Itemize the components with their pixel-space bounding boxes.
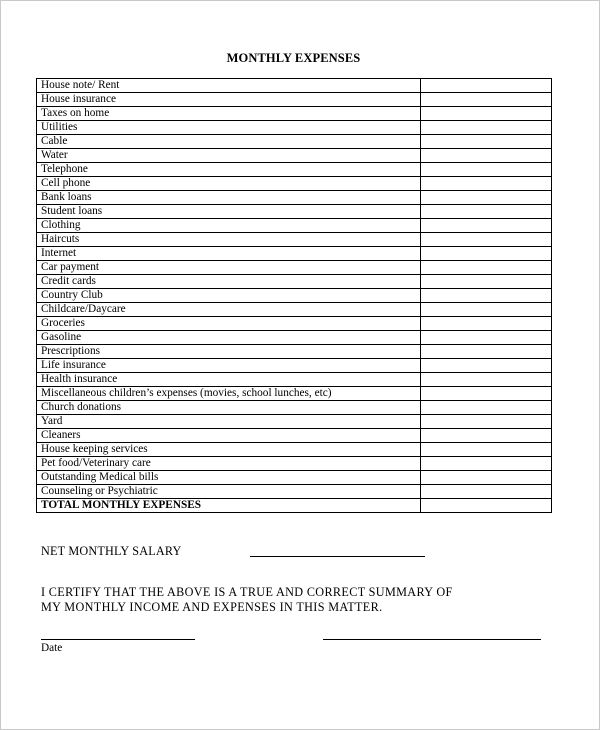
table-row: [37, 471, 552, 485]
total-row: [37, 499, 552, 513]
expense-amount-cell[interactable]: [421, 135, 552, 149]
expense-amount-cell[interactable]: [421, 373, 552, 387]
table-row: [37, 303, 552, 317]
expense-amount-cell[interactable]: [421, 289, 552, 303]
expense-amount-cell[interactable]: [421, 387, 552, 401]
certification-line-2: MY MONTHLY INCOME AND EXPENSES IN THIS MATTER.: [41, 600, 383, 614]
expense-label: Car payment: [37, 261, 421, 275]
expense-amount-cell[interactable]: [421, 261, 552, 275]
table-row: [37, 359, 552, 373]
table-row: [37, 317, 552, 331]
table-row: [37, 429, 552, 443]
total-label: TOTAL MONTHLY EXPENSES: [37, 499, 421, 513]
expense-amount-cell[interactable]: [421, 191, 552, 205]
total-amount-cell[interactable]: [421, 499, 552, 513]
net-salary-label: NET MONTHLY SALARY: [41, 544, 182, 558]
expense-amount-cell[interactable]: [421, 485, 552, 499]
expense-amount-cell[interactable]: [421, 275, 552, 289]
expense-amount-cell[interactable]: [421, 163, 552, 177]
expense-amount-cell[interactable]: [421, 443, 552, 457]
expense-amount-cell[interactable]: [421, 345, 552, 359]
expense-label: Yard: [37, 415, 421, 429]
expense-label: Telephone: [37, 163, 421, 177]
table-row: [37, 93, 552, 107]
expense-label: Credit cards: [37, 275, 421, 289]
expense-label: Church donations: [37, 401, 421, 415]
table-row: [37, 135, 552, 149]
expense-label: House insurance: [37, 93, 421, 107]
table-row: [37, 177, 552, 191]
table-row: [37, 485, 552, 499]
expense-amount-cell[interactable]: [421, 93, 552, 107]
table-row: [37, 331, 552, 345]
expenses-table: [36, 78, 552, 513]
expense-label: Cell phone: [37, 177, 421, 191]
expense-label: Internet: [37, 247, 421, 261]
table-row: [37, 457, 552, 471]
date-blank-line[interactable]: [41, 639, 195, 640]
expense-amount-cell[interactable]: [421, 177, 552, 191]
table-row: [37, 261, 552, 275]
table-row: [37, 121, 552, 135]
expense-amount-cell[interactable]: [421, 359, 552, 373]
expense-amount-cell[interactable]: [421, 205, 552, 219]
certification-statement: [41, 585, 561, 615]
table-row: [37, 219, 552, 233]
expense-label: Miscellaneous children’s expenses (movies, school lunches, etc): [37, 387, 421, 401]
table-row: [37, 191, 552, 205]
expense-label: Cleaners: [37, 429, 421, 443]
expense-label: House keeping services: [37, 443, 421, 457]
expense-label: Childcare/Daycare: [37, 303, 421, 317]
table-row: [37, 149, 552, 163]
expense-amount-cell[interactable]: [421, 471, 552, 485]
table-row: [37, 205, 552, 219]
table-row: [37, 401, 552, 415]
table-row: [37, 345, 552, 359]
expense-label: Water: [37, 149, 421, 163]
expense-label: Gasoline: [37, 331, 421, 345]
expense-amount-cell[interactable]: [421, 107, 552, 121]
expense-amount-cell[interactable]: [421, 401, 552, 415]
expense-label: Counseling or Psychiatric: [37, 485, 421, 499]
expense-amount-cell[interactable]: [421, 331, 552, 345]
table-row: [37, 373, 552, 387]
expense-label: Health insurance: [37, 373, 421, 387]
signature-blank-line[interactable]: [323, 639, 541, 640]
expense-amount-cell[interactable]: [421, 429, 552, 443]
expense-amount-cell[interactable]: [421, 233, 552, 247]
expense-amount-cell[interactable]: [421, 79, 552, 93]
expense-amount-cell[interactable]: [421, 247, 552, 261]
expense-label: Bank loans: [37, 191, 421, 205]
expense-label: House note/ Rent: [37, 79, 421, 93]
expense-amount-cell[interactable]: [421, 121, 552, 135]
table-row: [37, 79, 552, 93]
expense-amount-cell[interactable]: [421, 457, 552, 471]
expense-label: Clothing: [37, 219, 421, 233]
date-label: Date: [41, 642, 63, 654]
table-row: [37, 387, 552, 401]
expense-label: Country Club: [37, 289, 421, 303]
expense-label: Groceries: [37, 317, 421, 331]
table-row: [37, 289, 552, 303]
expense-label: Outstanding Medical bills: [37, 471, 421, 485]
table-row: [37, 415, 552, 429]
expense-label: Life insurance: [37, 359, 421, 373]
expense-label: Utilities: [37, 121, 421, 135]
table-row: [37, 107, 552, 121]
document-title: MONTHLY EXPENSES: [226, 51, 361, 65]
expense-amount-cell[interactable]: [421, 219, 552, 233]
certification-line-1: I CERTIFY THAT THE ABOVE IS A TRUE AND CORRECT SUMMARY OF: [41, 585, 453, 599]
net-salary-blank-line[interactable]: [250, 556, 425, 557]
expense-label: Haircuts: [37, 233, 421, 247]
table-row: [37, 233, 552, 247]
table-row: [37, 247, 552, 261]
table-row: [37, 163, 552, 177]
expense-amount-cell[interactable]: [421, 317, 552, 331]
expense-label: Pet food/Veterinary care: [37, 457, 421, 471]
expense-amount-cell[interactable]: [421, 303, 552, 317]
expense-label: Prescriptions: [37, 345, 421, 359]
table-row: [37, 275, 552, 289]
table-row: [37, 443, 552, 457]
expense-amount-cell[interactable]: [421, 415, 552, 429]
expense-amount-cell[interactable]: [421, 149, 552, 163]
expense-label: Student loans: [37, 205, 421, 219]
expense-label: Cable: [37, 135, 421, 149]
expense-label: Taxes on home: [37, 107, 421, 121]
